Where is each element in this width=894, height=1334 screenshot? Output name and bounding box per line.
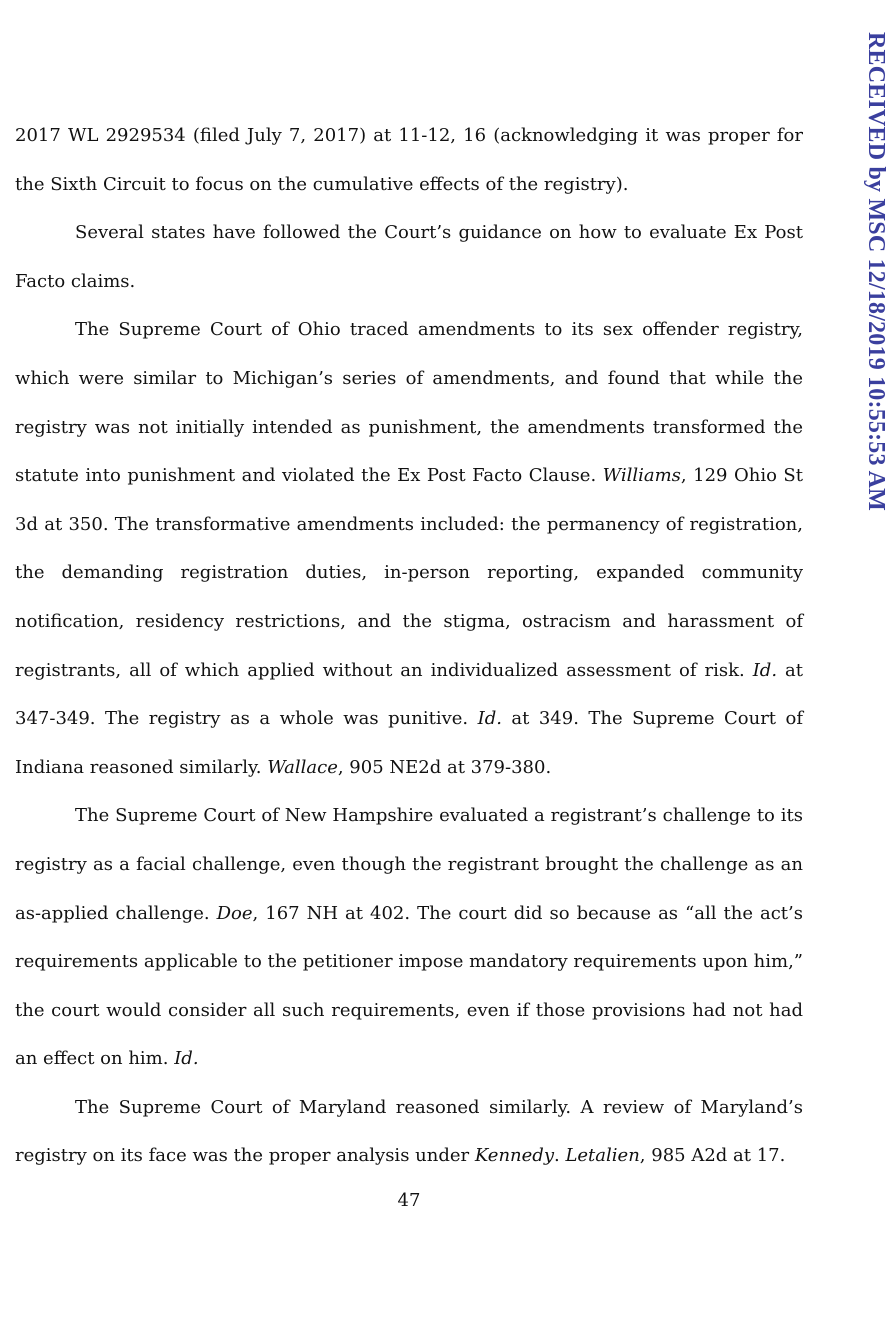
paragraph-ohio: The Supreme Court of Ohio traced amendments to its sex offender registry, which were similar to Michigan’s series of amendments, and found that while the registry was not initially intended as punishment, the amendments transformed the statute into punishment and violated the Ex Post Facto Clause. Williams, 129 Ohio St 3d at 350. The transformative amendments included: the permanency of registration, the demanding registration duties, in-person reporting, expanded community notification, residency restrictions, and the stigma, ostracism and harassment of registrants, all of which applied without an individualized assessment of risk. Id. at 347-349. The registry as a whole was punitive. Id. at 349. The Supreme Court of Indiana reasoned similarly. Wallace, 905 NE2d at 379-380. [15, 319, 803, 778]
paragraph-continuation: 2017 WL 2929534 (filed July 7, 2017) at 11-12, 16 (acknowledging it was proper for the Sixth Circuit to focus on the cumulative effects of the registry). [15, 125, 803, 195]
paragraph-states-guidance: Several states have followed the Court’s guidance on how to evaluate Ex Post Facto claims. [15, 222, 803, 292]
received-stamp: RECEIVED by MSC 12/18/2019 10:55:53 AM [863, 32, 889, 511]
citation-wallace: Wallace [267, 756, 338, 778]
citation-id: Id. [477, 708, 502, 730]
citation-williams: Williams [602, 465, 681, 487]
citation-kennedy: Kennedy [474, 1145, 554, 1167]
citation-doe: Doe [216, 902, 253, 924]
body-text [15, 112, 803, 1181]
citation-letalien: Letalien [565, 1145, 640, 1167]
paragraph-new-hampshire: The Supreme Court of New Hampshire evaluated a registrant’s challenge to its registry as a facial challenge, even though the registrant brought the challenge as an as-applied challenge. Doe, 167 NH at 402. The court did so because as “all the act’s requirements applicable to the petitioner impose mandatory requirements upon him,” the court would consider all such requirements, even if those provisions had not had an effect on him. Id. [15, 805, 803, 1070]
page-number: 47 [397, 1190, 421, 1211]
citation-id: Id. [174, 1048, 199, 1070]
citation-id: Id. [752, 659, 778, 681]
paragraph-maryland: The Supreme Court of Maryland reasoned similarly. A review of Maryland’s registry on its face was the proper analysis under Kennedy. Letalien, 985 A2d at 17. [15, 1096, 803, 1167]
